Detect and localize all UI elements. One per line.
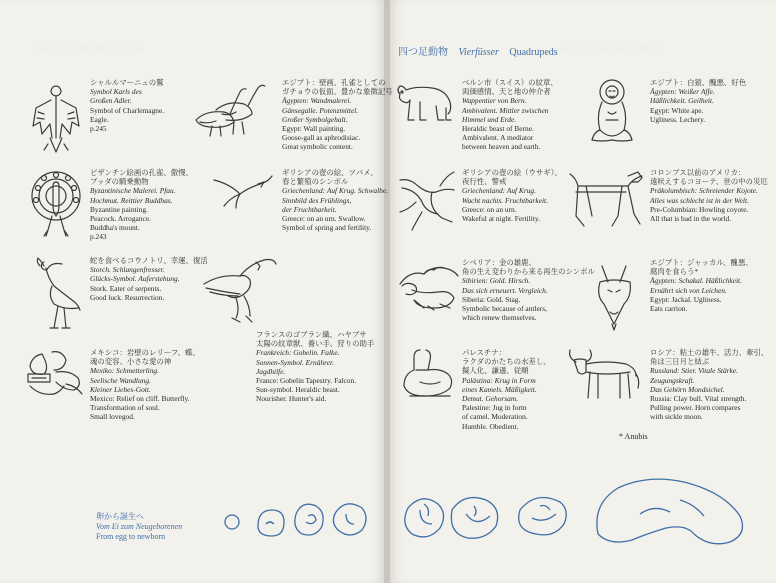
entry-text: Heraldic beast of Berne.: [462, 124, 534, 134]
entry-text: Byzantine painting.: [90, 204, 148, 214]
entry-text: Humble. Obedient.: [462, 421, 519, 431]
entry-text: France: Gobelin Tapestry. Falcon.: [256, 376, 357, 386]
entry-text: eines Kamels. Mäßigkeit.: [462, 384, 537, 394]
entry-text: Nourisher. Hunter's aid.: [256, 394, 327, 404]
entry-text: Transformation of soul.: [90, 403, 160, 413]
entry-bull: [650, 348, 768, 422]
entry-text: パレスチナ：: [462, 348, 506, 357]
entry-text: Das Gehörn Mondsichel.: [650, 384, 725, 394]
entry-text: between heaven and earth.: [462, 142, 541, 152]
entry-text: Eats carrion.: [650, 304, 688, 314]
entry-text: ベルン市（スイス）の紋章、: [462, 78, 558, 87]
entry-text: ロシア：粘土の雄牛、活力、牽引、: [650, 348, 769, 357]
falcon-icon: [200, 254, 280, 326]
entry-stork: [90, 256, 208, 302]
entry-text: All that is bad in the world.: [650, 214, 732, 224]
entry-text: 擬人化、謙遜、従順: [462, 366, 529, 376]
entry-text: 春と繁殖のシンボル: [282, 177, 349, 187]
entry-text: シャルルマーニュの鷲: [90, 78, 164, 87]
entry-text: Ägypten: Wandmalerei.: [282, 96, 352, 106]
coyote-icon: [566, 168, 646, 230]
entry-text: Symbolic because of antlers,: [462, 304, 547, 314]
entry-camel-jug: [462, 348, 551, 431]
entry-text: Großen Adler.: [90, 96, 132, 106]
entry-text: Stork. Eater of serpents.: [90, 283, 162, 293]
eagle-icon: [30, 78, 82, 156]
entry-falcon: [256, 330, 374, 404]
page-reference: p.243: [90, 232, 107, 242]
show-through-text: · · · · · · · · · · · · · · · · · ·: [560, 44, 660, 53]
entry-text: Sibirien: Gold. Hirsch.: [462, 276, 531, 286]
entry-swallow: [282, 168, 388, 232]
entry-text: 蛇を食べるコウノトリ、幸運、復活: [90, 256, 208, 265]
entry-text: Zeugungskraft.: [650, 375, 695, 385]
ape-icon: [588, 76, 636, 144]
stag-icon: [394, 264, 462, 312]
entry-ape: [650, 78, 746, 124]
entry-text: Sonnen-Symbol. Ernährer.: [256, 357, 334, 367]
entry-text: Großer Symbolgehalt.: [282, 114, 348, 124]
egg-stage-5: [405, 499, 444, 537]
entry-text: エジプト：壁画、孔雀としての: [282, 78, 386, 87]
entry-text: Mexiko: Schmetterling.: [90, 366, 159, 376]
entry-text: Egypt: Wall painting.: [282, 124, 346, 134]
entry-text: Griechenland: Auf Krug.: [462, 186, 536, 196]
entry-text: Egypt: Jackal. Ugliness.: [650, 294, 722, 304]
entry-text: Goose-gall as aphrodisiac.: [282, 133, 361, 143]
entry-text: Byzantinische Malerei. Pfau.: [90, 186, 176, 196]
entry-text: Buddha's mount.: [90, 223, 140, 233]
entry-text: 太陽の紋章獣、養い手、狩りの助手: [256, 339, 375, 349]
header-english: Quadrupeds: [509, 47, 558, 58]
entry-text: with sickle moon.: [650, 412, 703, 422]
entry-peacock: [90, 168, 193, 242]
egg-stage-8: [597, 479, 743, 544]
entry-text: Wakeful at night. Fertility.: [462, 214, 540, 224]
egg-stage-3: [295, 504, 323, 535]
entry-text: der Fruchtbarkeit.: [282, 204, 337, 214]
entry-text: Alles was schlecht ist in der Welt.: [650, 195, 749, 205]
entry-text: シベリア：金の雄鹿、: [462, 258, 536, 267]
swallow-icon: [210, 170, 276, 210]
entry-text: Storch. Schlangenfresser.: [90, 265, 165, 275]
entry-text: Russland: Stier. Vitale Stärke.: [650, 366, 738, 376]
entry-text: 魂の変容、小さな愛の神: [90, 357, 172, 367]
entry-text: エジプト：白猿、醜悪、好色: [650, 78, 747, 87]
entry-text: Ambivalent. A mediator: [462, 133, 534, 143]
entry-text: Ägypten: Schakal. Häßlichkeit.: [650, 276, 742, 286]
entry-text: Häßlichkeit. Geilheit.: [650, 96, 714, 106]
entry-text: Ägypten: Weißer Affe.: [650, 87, 715, 97]
entry-text: Great symbolic content.: [282, 142, 353, 152]
egg-stage-1: [225, 515, 239, 529]
entry-text: of camel. Moderation.: [462, 412, 528, 422]
butterfly-icon: [22, 348, 88, 400]
egg-sequence: [0, 470, 776, 570]
entry-text: Jagdhilfe.: [256, 366, 286, 376]
peacock-icon: [28, 168, 84, 240]
entry-text: Ambivalent. Mittler zwischen: [462, 105, 549, 115]
egg-stage-6: [451, 498, 497, 539]
entry-bear: [462, 78, 558, 152]
egg-stage-2: [258, 510, 284, 536]
camel-jug-icon: [400, 346, 458, 400]
entry-text: Pre-Columbian: Howling coyote.: [650, 204, 749, 214]
entry-text: Pulling power. Horn compares: [650, 403, 741, 413]
entry-text: Demut. Gehorsam.: [462, 394, 519, 404]
entry-text: Sinnbild des Frühlings,: [282, 195, 352, 205]
entry-text: ギリシアの壺の絵（ウサギ）、: [462, 168, 562, 177]
entry-text: Griechenland: Auf Krug. Schwalbe.: [282, 186, 388, 196]
section-header: [398, 43, 566, 58]
entry-text: ビザンチン絵画の孔雀、傲慢、: [90, 168, 193, 177]
entry-text: メキシコ：岩壁のレリーフ、蝶、: [90, 348, 200, 357]
show-through-text: · · · · · · · · · · · · · · · · · · · ·: [34, 44, 145, 53]
entry-text: Glücks-Symbol. Auferstehung.: [90, 274, 180, 284]
entry-text: Ugliness. Lechery.: [650, 114, 706, 124]
entry-text: Gänsegalle. Potenzmittel.: [282, 105, 359, 115]
entry-text: 両価感情、天と地の仲介者: [462, 87, 551, 97]
header-german: Vierfüsser: [458, 47, 499, 58]
entry-text: Himmel und Erde.: [462, 114, 517, 124]
entry-coyote: [650, 168, 768, 223]
entry-text: Palästina: Krug in Form: [462, 375, 536, 385]
egg-caption-japanese: 卵から誕生へ: [96, 512, 144, 521]
entry-stag: [462, 258, 595, 322]
entry-text: 角の生え変わりから来る再生のシンボル: [462, 267, 595, 277]
entry-text: Siberia: Gold. Stag.: [462, 294, 521, 304]
bear-icon: [392, 80, 454, 124]
entry-text: Peacock. Arrogance.: [90, 214, 151, 224]
stork-icon: [34, 256, 84, 332]
egg-stage-7: [519, 498, 567, 535]
entry-text: コロンブス以前のアメリカ：: [650, 168, 746, 177]
footnote: * Anubis: [619, 432, 648, 441]
entry-eagle: [90, 78, 164, 133]
geese-icon: [186, 82, 274, 140]
header-japanese: 四つ足動物: [398, 47, 448, 58]
entry-text: Ernährt sich von Leichen.: [650, 285, 727, 295]
egg-caption-german: Vom Ei zum Neugeborenen: [96, 522, 183, 531]
entry-text: 遠吠えするコヨーテ、世の中の災厄: [650, 177, 768, 187]
entry-text: Mexico: Relief on cliff. Butterfly.: [90, 394, 190, 404]
entry-text: Hochmut. Reittier Buddhas.: [90, 195, 173, 205]
bull-icon: [564, 344, 644, 404]
page-reference: p.245: [90, 124, 107, 134]
entry-text: ガチョウの仮面、豊かな象徴記号: [282, 87, 393, 97]
entry-text: エジプト：ジャッカル、醜悪、: [650, 258, 753, 267]
entry-text: ラクダのかたちの水差し、: [462, 357, 551, 367]
entry-text: Seelische Wandlung.: [90, 375, 151, 385]
entry-hare: [462, 168, 562, 223]
entry-text: Frankreich: Gobelin. Falke.: [256, 348, 340, 358]
entry-text: Russia: Clay bull. Vital strength.: [650, 394, 747, 404]
entry-text: Kleiner Liebes-Gott.: [90, 384, 151, 394]
entry-text: Eagle.: [90, 114, 109, 124]
hare-icon: [396, 168, 458, 232]
entry-text: 夜行性、警戒: [462, 177, 507, 187]
jackal-icon: [592, 262, 638, 334]
entry-text: Symbol of spring and fertility.: [282, 223, 372, 233]
egg-caption-english: From egg to newborn: [96, 532, 166, 541]
entry-butterfly: [90, 348, 200, 422]
entry-text: ブッダの騎乗動物: [90, 177, 149, 187]
entry-text: Präkolumbisch: Schreiender Kojote.: [650, 186, 758, 196]
entry-text: フランスのゴブラン織、ハヤブサ: [256, 330, 367, 339]
entry-text: Das sich erneuert. Vergleich.: [462, 285, 548, 295]
entry-text: Sun-symbol. Heraldic beast.: [256, 385, 340, 395]
entry-text: Symbol of Charlemagne.: [90, 105, 165, 115]
egg-stage-4: [333, 504, 366, 535]
entry-text: Good luck. Resurrection.: [90, 292, 165, 302]
entry-text: Greece: on an urn.: [462, 204, 517, 214]
entry-text: Wappentier von Bern.: [462, 96, 527, 106]
entry-text: which renew themselves.: [462, 313, 537, 323]
entry-text: Greece: on an urn. Swallow.: [282, 214, 366, 224]
entry-jackal: [650, 258, 753, 313]
entry-text: Wacht nachts. Fruchtbarkeit.: [462, 195, 548, 205]
entry-text: Symbol Karls des: [90, 87, 142, 97]
entry-text: ギリシアの壺の絵、ツバメ、: [282, 168, 378, 177]
entry-text: Egypt: White ape.: [650, 105, 704, 115]
entry-text: 腐肉を食らう*: [650, 267, 699, 277]
entry-text: Palestine: Jug in form: [462, 403, 527, 413]
entry-text: Small lovegod.: [90, 412, 135, 422]
entry-text: 角は三日月と結ぶ: [650, 357, 710, 367]
entry-geese: [282, 78, 393, 152]
